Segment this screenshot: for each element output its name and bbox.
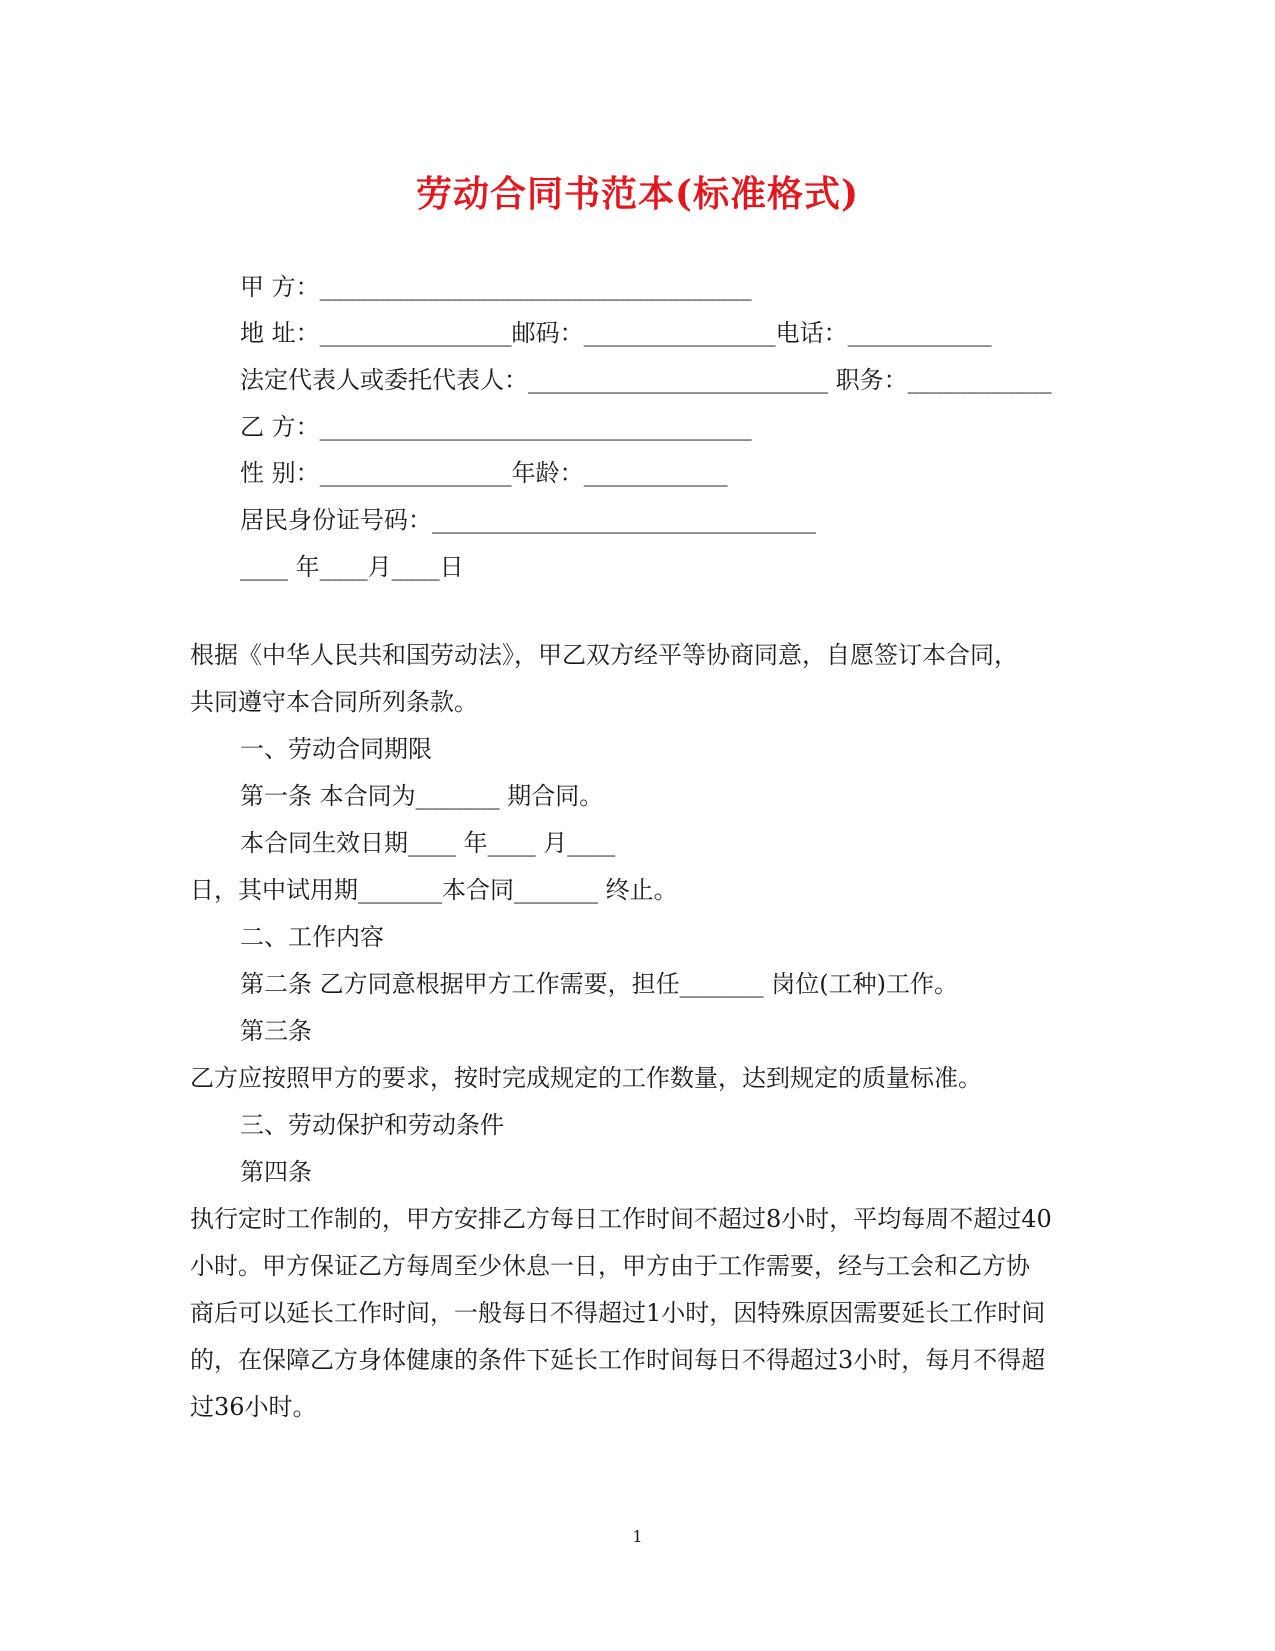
body-line: 执行定时工作制的，甲方安排乙方每日工作时间不超过8小时，平均每周不超过40 [190,1205,1052,1233]
document-title: 劳动合同书范本(标准格式) [415,173,860,215]
gender-age-field: 性 别：________________年龄：____________ [240,459,728,487]
page-number: 1 [632,1527,643,1546]
body-line: 小时。甲方保证乙方每周至少休息一日，甲方由于工作需要，经与工会和乙方协 [190,1252,1030,1280]
body-line: 第一条 本合同为_______ 期合同。 [240,782,604,810]
id-number-field: 居民身份证号码：________________________________ [240,506,816,534]
body-line: 的，在保障乙方身体健康的条件下延长工作时间每日不得超过3小时，每月不得超 [190,1346,1046,1374]
representative-field: 法定代表人或委托代表人：_________________________ 职务：____________ [240,366,1052,394]
body-line: 过36小时。 [190,1393,317,1421]
body-line: 第二条 乙方同意根据甲方工作需要，担任_______ 岗位(工种)工作。 [240,970,958,998]
article-heading: 第三条 [240,1017,312,1045]
date-field: ____ 年____月____日 [240,553,464,581]
body-line: 日，其中试用期_______本合同_______ 终止。 [190,876,678,904]
party-b-field: 乙 方：____________________________________ [240,413,752,441]
body-line: 根据《中华人民共和国劳动法》，甲乙双方经平等协商同意，自愿签订本合同， [190,641,1018,669]
body-line: 商后可以延长工作时间，一般每日不得超过1小时，因特殊原因需要延长工作时间 [190,1299,1046,1327]
article-heading: 第四条 [240,1158,312,1186]
body-line: 乙方应按照甲方的要求，按时完成规定的工作数量，达到规定的质量标准。 [190,1064,982,1092]
party-a-field: 甲 方：____________________________________ [240,273,752,301]
section-heading: 三、劳动保护和劳动条件 [240,1111,504,1139]
section-heading: 二、工作内容 [240,923,384,951]
body-line: 本合同生效日期____ 年____ 月____ [240,829,616,857]
address-field: 地 址：________________邮码：________________电话：____________ [240,319,992,347]
section-heading: 一、劳动合同期限 [240,735,432,763]
body-line: 共同遵守本合同所列条款。 [190,688,478,716]
